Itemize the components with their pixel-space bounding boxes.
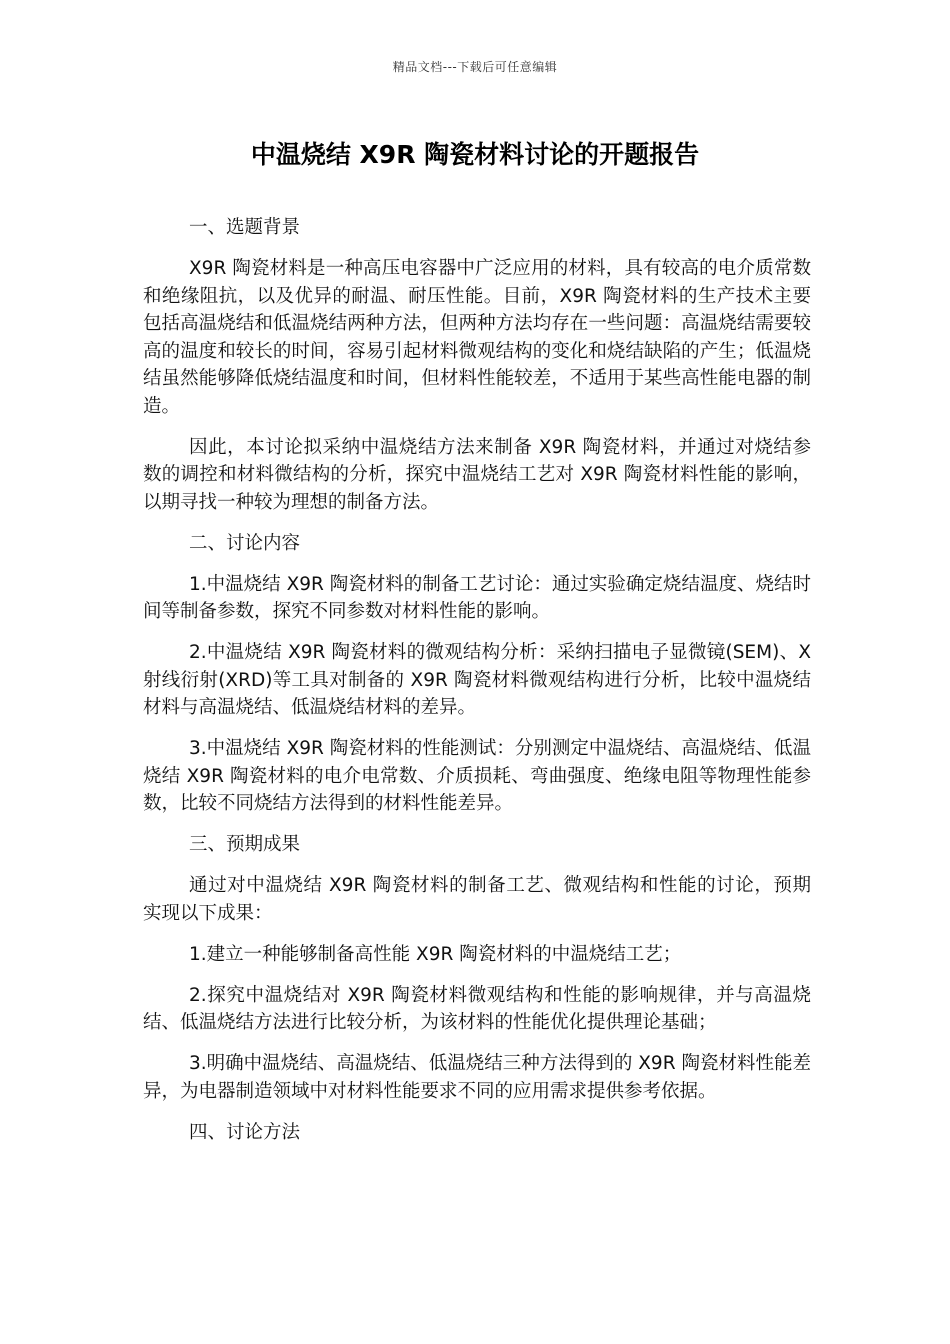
section-heading-expected-results: 三、预期成果 (189, 834, 301, 855)
document-title: 中温烧结 X9R 陶瓷材料讨论的开题报告 (250, 140, 700, 169)
paragraph: 因此，本讨论拟采纳中温烧结方法来制备 X9R 陶瓷材料，并通过对烧结参数的调控和材料微结构的分析，探究中温烧结工艺对 X9R 陶瓷材料性能的影响，以期寻找一种较为理想的制备方法。 (143, 436, 811, 513)
paragraph: X9R 陶瓷材料是一种高压电容器中广泛应用的材料，具有较高的电介质常数和绝缘阻抗，以及优异的耐温、耐压性能。目前，X9R 陶瓷材料的生产技术主要包括高温烧结和低温烧结两种方法，但两种方法均存在一些问题：高温烧结需要较高的温度和较长的时间，容易引起材料微观结构的变化和烧结缺陷的产生；低温烧结虽然能够降低烧结温度和时间，但材料性能较差，不适用于某些高性能电器的制造。 (143, 258, 811, 417)
paragraph: 2.探究中温烧结对 X9R 陶瓷材料微观结构和性能的影响规律，并与高温烧结、低温烧结方法进行比较分析，为该材料的性能优化提供理论基础； (143, 984, 811, 1033)
paragraph: 1.建立一种能够制备高性能 X9R 陶瓷材料的中温烧结工艺； (189, 943, 682, 965)
section-heading-content: 二、讨论内容 (189, 532, 301, 554)
paragraph: 3.中温烧结 X9R 陶瓷材料的性能测试：分别测定中温烧结、高温烧结、低温烧结 X9R 陶瓷材料的电介电常数、介质损耗、弯曲强度、绝缘电阻等物理性能参数，比较不同烧结方法得到的材料性能差异。 (143, 738, 811, 814)
paragraph: 2.中温烧结 X9R 陶瓷材料的微观结构分析：采纳扫描电子显微镜(SEM)、X 射线衍射(XRD)等工具对制备的 X9R 陶瓷材料微观结构进行分析，比较中温烧结材料与高温烧结、低温烧结材料的差异。 (143, 642, 811, 718)
paragraph: 1.中温烧结 X9R 陶瓷材料的制备工艺讨论：通过实验确定烧结温度、烧结时间等制备参数，探究不同参数对材料性能的影响。 (143, 573, 811, 622)
document-body (143, 214, 811, 1160)
section-heading-background: 一、选题背景 (189, 217, 301, 238)
paragraph: 3.明确中温烧结、高温烧结、低温烧结三种方法得到的 X9R 陶瓷材料性能差异，为电器制造领域中对材料性能要求不同的应用需求提供参考依据。 (143, 1053, 811, 1102)
section-heading-methods: 四、讨论方法 (189, 1121, 301, 1143)
header-note: 精品文档---下载后可任意编辑 (392, 60, 558, 74)
paragraph: 通过对中温烧结 X9R 陶瓷材料的制备工艺、微观结构和性能的讨论，预期实现以下成果： (143, 875, 811, 924)
